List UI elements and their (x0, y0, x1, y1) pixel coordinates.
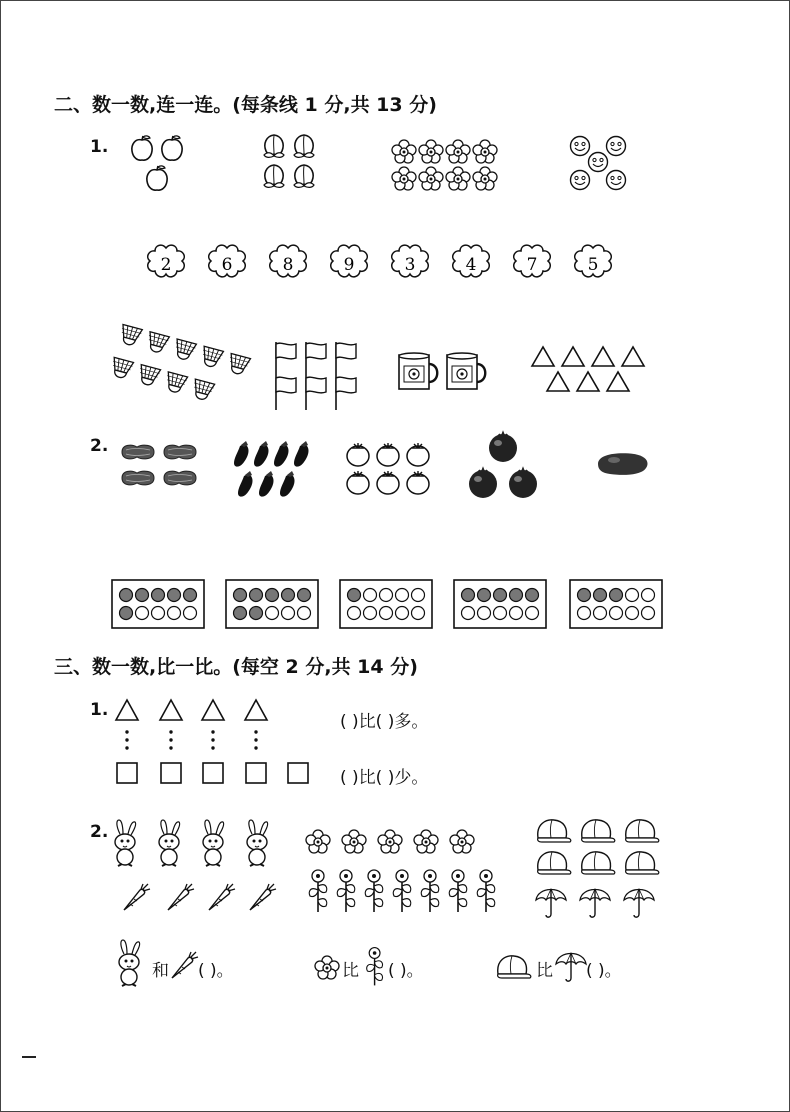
rabbit-small-icon (110, 940, 150, 990)
smiley-icon (607, 137, 626, 156)
number-flower-label: 5 (587, 255, 599, 275)
cap-icon (626, 820, 659, 842)
eggplant-icon (294, 441, 309, 467)
filled-dot (120, 589, 133, 602)
fill-conj-and: 和 (152, 961, 169, 981)
dot-box[interactable] (226, 580, 318, 628)
tomatoes-group (344, 440, 434, 498)
peach-icon (294, 135, 314, 157)
section-3-title: 三、数一数,比一比。(每空 2 分,共 14 分) (54, 656, 418, 678)
caps-umbrellas-group (532, 816, 664, 926)
filled-dot (578, 589, 591, 602)
filled-dot (510, 589, 523, 602)
question-3-2-number: 2. (90, 822, 109, 842)
empty-dot (478, 607, 491, 620)
filled-dot (168, 589, 181, 602)
dot-box[interactable] (340, 580, 432, 628)
empty-dot (282, 607, 295, 620)
filled-dot (462, 589, 475, 602)
section-2-title: 二、数一数,连一连。(每条线 1 分,共 13 分) (54, 94, 437, 116)
flower-icon (446, 140, 470, 163)
peanut-icon (164, 471, 196, 485)
tomato-icon (347, 443, 369, 466)
empty-dot (396, 589, 409, 602)
umbrella-icon (624, 889, 654, 917)
plant-icon (421, 870, 438, 912)
triangle-icon (622, 347, 644, 366)
square-icon (203, 763, 223, 783)
triangle-icon (607, 372, 629, 391)
peach-icon (264, 165, 284, 187)
pomegranate-icon (489, 433, 517, 462)
triangle-icon (116, 700, 138, 720)
rabbit-icon (203, 820, 224, 866)
number-flower-label: 4 (465, 255, 477, 275)
number-flower-label: 8 (282, 255, 294, 275)
empty-dot (626, 607, 639, 620)
eggplant-icon (280, 471, 295, 497)
carrot-icon (209, 884, 235, 910)
rabbit-icon (247, 820, 268, 866)
triangle-icon (245, 700, 267, 720)
umbrella-icon (536, 889, 566, 917)
number-flower-label: 2 (160, 255, 172, 275)
flower-icon (473, 167, 497, 190)
flower-icon (342, 830, 366, 853)
flower-icon (414, 830, 438, 853)
flag-icon (276, 376, 296, 410)
peach-icon (264, 135, 284, 157)
rabbit-icon (159, 820, 180, 866)
shuttlecock-icon (227, 353, 251, 376)
number-flower[interactable] (392, 245, 429, 277)
eggplant-icon (234, 441, 249, 467)
dot-boxes-row (110, 574, 670, 634)
mug-icon (399, 353, 437, 389)
square-icon (288, 763, 308, 783)
eggplant-icon (274, 441, 289, 467)
dot-box[interactable] (112, 580, 204, 628)
fill-blank-less[interactable]: ( )比( )少。 (340, 768, 429, 788)
empty-dot (298, 607, 311, 620)
tomato-icon (347, 471, 369, 494)
empty-dot (396, 607, 409, 620)
flowers-group (392, 140, 502, 192)
square-icon (117, 763, 137, 783)
plant-small-icon (362, 944, 388, 988)
empty-dot (364, 589, 377, 602)
filled-dot (282, 589, 295, 602)
flower-icon (419, 167, 443, 190)
cap-icon (538, 852, 571, 874)
filled-dot (348, 589, 361, 602)
plant-icon (337, 870, 354, 912)
triangle-icon (577, 372, 599, 391)
empty-dot (594, 607, 607, 620)
shuttlecock-icon (191, 379, 215, 402)
empty-dot (364, 607, 377, 620)
fill-blank-more[interactable]: ( )比( )多。 (340, 712, 429, 732)
flower-small-icon (313, 954, 341, 980)
eggplant-icon (254, 441, 269, 467)
pomegranate-icon (469, 469, 497, 498)
empty-dot (412, 607, 425, 620)
number-flower[interactable] (148, 245, 185, 277)
pomegranate-icon (509, 469, 537, 498)
eggplant-icon (238, 471, 253, 497)
tomato-icon (377, 471, 399, 494)
plant-icon (393, 870, 410, 912)
filled-dot (298, 589, 311, 602)
carrot-icon (168, 884, 194, 910)
filled-dot (610, 589, 623, 602)
peanuts-group (118, 440, 202, 492)
empty-dot (184, 607, 197, 620)
empty-dot (136, 607, 149, 620)
rabbits-carrots-group (108, 818, 288, 918)
number-flower-label: 6 (221, 255, 233, 275)
flower-icon (392, 140, 416, 163)
apple-icon (132, 136, 152, 160)
filled-dot (494, 589, 507, 602)
flower-icon (378, 830, 402, 853)
triangle-icon (592, 347, 614, 366)
triangles-group (530, 345, 648, 395)
flower-icon (446, 167, 470, 190)
filled-dot (234, 589, 247, 602)
peaches-group (260, 132, 324, 192)
number-flower-label: 9 (343, 255, 355, 275)
number-flower[interactable] (514, 245, 551, 277)
shuttlecock-icon (110, 357, 134, 380)
flower-icon (419, 140, 443, 163)
triangle-icon (160, 700, 182, 720)
carrot-small-icon (170, 952, 200, 982)
fill-blank-rabbit-carrot[interactable]: ( )。 (198, 961, 234, 981)
number-flower-label: 7 (526, 255, 538, 275)
flowers-plants-group (302, 828, 502, 918)
flower-icon (450, 830, 474, 853)
flags-group (272, 340, 364, 412)
pomegranates-group (466, 430, 542, 502)
flag-icon (306, 376, 326, 410)
corner-mark (22, 1056, 36, 1058)
empty-dot (494, 607, 507, 620)
empty-dot (610, 607, 623, 620)
smiley-icon (607, 171, 626, 190)
eggplant-icon (259, 471, 274, 497)
flower-icon (473, 140, 497, 163)
apple-icon (147, 166, 167, 190)
number-flower[interactable] (331, 245, 368, 277)
filled-dot (152, 589, 165, 602)
carrot-icon (250, 884, 276, 910)
filled-dot (250, 607, 263, 620)
shuttlecock-icon (137, 365, 161, 388)
cap-icon (582, 852, 615, 874)
mug-icon (447, 353, 485, 389)
apples-group (128, 130, 192, 194)
number-flower[interactable] (453, 245, 490, 277)
tomato-icon (407, 443, 429, 466)
empty-dot (168, 607, 181, 620)
cap-icon (626, 852, 659, 874)
potato-group (594, 450, 652, 480)
shuttlecock-icon (199, 346, 223, 369)
peanut-icon (122, 445, 154, 459)
number-flower-label: 3 (404, 255, 416, 275)
empty-dot (462, 607, 475, 620)
flag-icon (336, 376, 356, 410)
square-icon (161, 763, 181, 783)
peanut-icon (164, 445, 196, 459)
triangle-icon (202, 700, 224, 720)
shuttlecock-icon (172, 339, 196, 362)
cap-icon (582, 820, 615, 842)
question-3-1-number: 1. (90, 700, 109, 720)
filled-dot (184, 589, 197, 602)
empty-dot (526, 607, 539, 620)
cap-small-icon (492, 950, 534, 982)
eggplants-group (230, 438, 316, 500)
carrot-icon (124, 884, 150, 910)
number-flower[interactable] (270, 245, 307, 277)
cap-icon (538, 820, 571, 842)
smileys-group (568, 134, 630, 194)
number-flower[interactable] (209, 245, 246, 277)
plant-icon (477, 870, 494, 912)
shuttlecocks-group (110, 340, 258, 410)
empty-dot (380, 607, 393, 620)
filled-dot (250, 589, 263, 602)
triangle-icon (532, 347, 554, 366)
square-icon (246, 763, 266, 783)
flag-icon (306, 342, 326, 376)
fill-blank-flower-plant[interactable]: ( )。 (388, 961, 424, 981)
fill-conj-compare-1: 比 (342, 961, 359, 981)
smiley-icon (571, 137, 590, 156)
empty-dot (412, 589, 425, 602)
umbrella-icon (580, 889, 610, 917)
filled-dot (234, 607, 247, 620)
tomato-icon (407, 471, 429, 494)
question-2-1-number: 1. (90, 137, 109, 157)
empty-dot (380, 589, 393, 602)
smiley-icon (571, 171, 590, 190)
potato-icon (598, 453, 648, 475)
fill-conj-compare-2: 比 (536, 961, 553, 981)
triangles-squares-compare (112, 696, 316, 788)
plant-icon (365, 870, 382, 912)
filled-dot (594, 589, 607, 602)
flag-icon (336, 342, 356, 376)
filled-dot (266, 589, 279, 602)
empty-dot (266, 607, 279, 620)
shuttlecock-icon (164, 372, 188, 395)
apple-icon (162, 136, 182, 160)
flag-icon (276, 342, 296, 376)
empty-dot (642, 607, 655, 620)
filled-dot (478, 589, 491, 602)
tomato-icon (377, 443, 399, 466)
number-flower[interactable] (575, 245, 612, 277)
triangle-icon (562, 347, 584, 366)
empty-dot (626, 589, 639, 602)
number-flowers-row (140, 238, 630, 286)
question-2-2-number: 2. (90, 436, 109, 456)
plant-icon (449, 870, 466, 912)
empty-dot (152, 607, 165, 620)
flower-icon (392, 167, 416, 190)
empty-dot (642, 589, 655, 602)
empty-dot (348, 607, 361, 620)
dot-box[interactable] (454, 580, 546, 628)
mugs-group (396, 350, 492, 394)
dot-box[interactable] (570, 580, 662, 628)
filled-dot (136, 589, 149, 602)
plant-icon (309, 870, 326, 912)
empty-dot (510, 607, 523, 620)
filled-dot (526, 589, 539, 602)
filled-dot (120, 607, 133, 620)
empty-dot (578, 607, 591, 620)
triangle-icon (547, 372, 569, 391)
peanut-icon (122, 471, 154, 485)
umbrella-small-icon (554, 946, 590, 986)
peach-icon (294, 165, 314, 187)
rabbit-icon (115, 820, 136, 866)
smiley-icon (589, 153, 608, 172)
flower-icon (306, 830, 330, 853)
fill-blank-cap-umbrella[interactable]: ( )。 (586, 961, 622, 981)
